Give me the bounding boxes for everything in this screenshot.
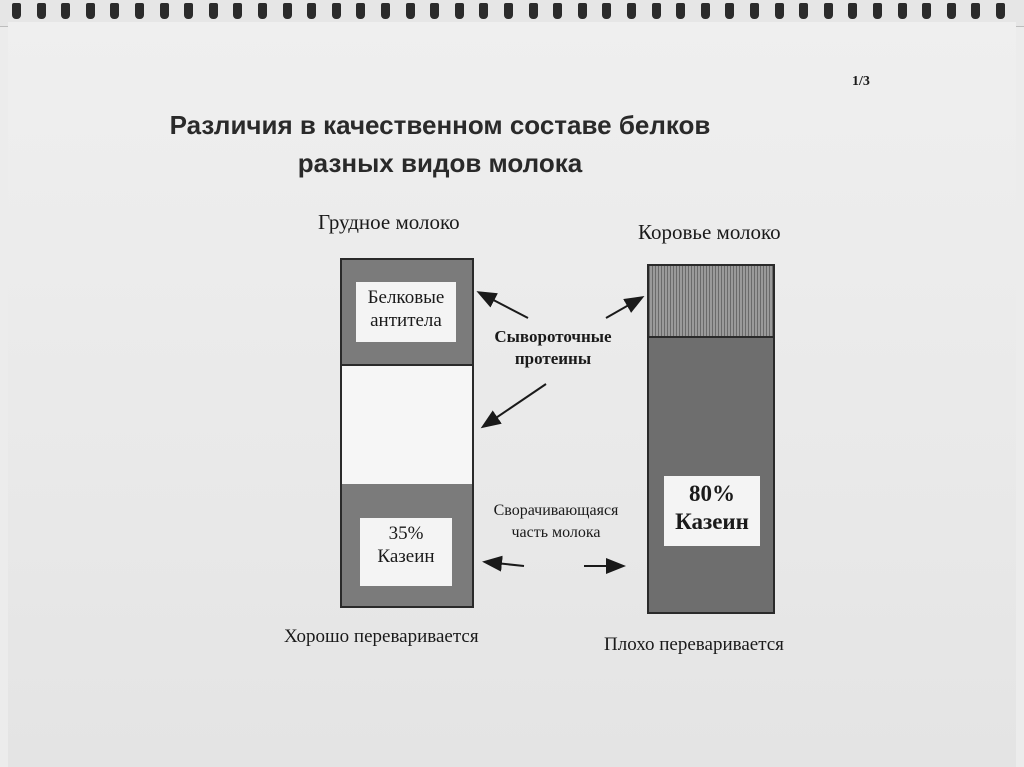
page-number: 1/3 xyxy=(852,74,870,89)
antibodies-line-2: антитела xyxy=(370,310,442,331)
antibodies-line-1: Белковые xyxy=(367,287,445,308)
arrow-to-antibodies xyxy=(480,293,528,318)
whey-line-1: Сывороточные xyxy=(494,327,612,346)
breast-digestion-label: Хорошо переваривается xyxy=(284,626,479,647)
cow-digestion-label: Плохо переваривается xyxy=(604,634,784,655)
curdling-line-1: Сворачивающаяся xyxy=(493,502,619,519)
title-line-2: разных видов молока xyxy=(297,148,583,178)
cow-casein-label: Казеин xyxy=(675,509,749,534)
arrow-to-cow-whey xyxy=(606,298,641,318)
arrow-to-breast-casein xyxy=(486,562,524,566)
whey-line-2: протеины xyxy=(514,349,592,368)
title-line-1: Различия в качественном составе белков xyxy=(169,110,711,140)
cow-casein-percent: 80% xyxy=(689,481,735,506)
breast-casein-percent: 35% xyxy=(388,523,424,544)
breast-milk-label: Грудное молоко xyxy=(318,210,460,234)
arrow-to-breast-whey xyxy=(484,384,546,426)
curdling-line-2: часть молока xyxy=(511,524,601,541)
breast-casein-label: Казеин xyxy=(377,546,435,567)
cow-milk-label: Коровье молоко xyxy=(638,220,781,244)
